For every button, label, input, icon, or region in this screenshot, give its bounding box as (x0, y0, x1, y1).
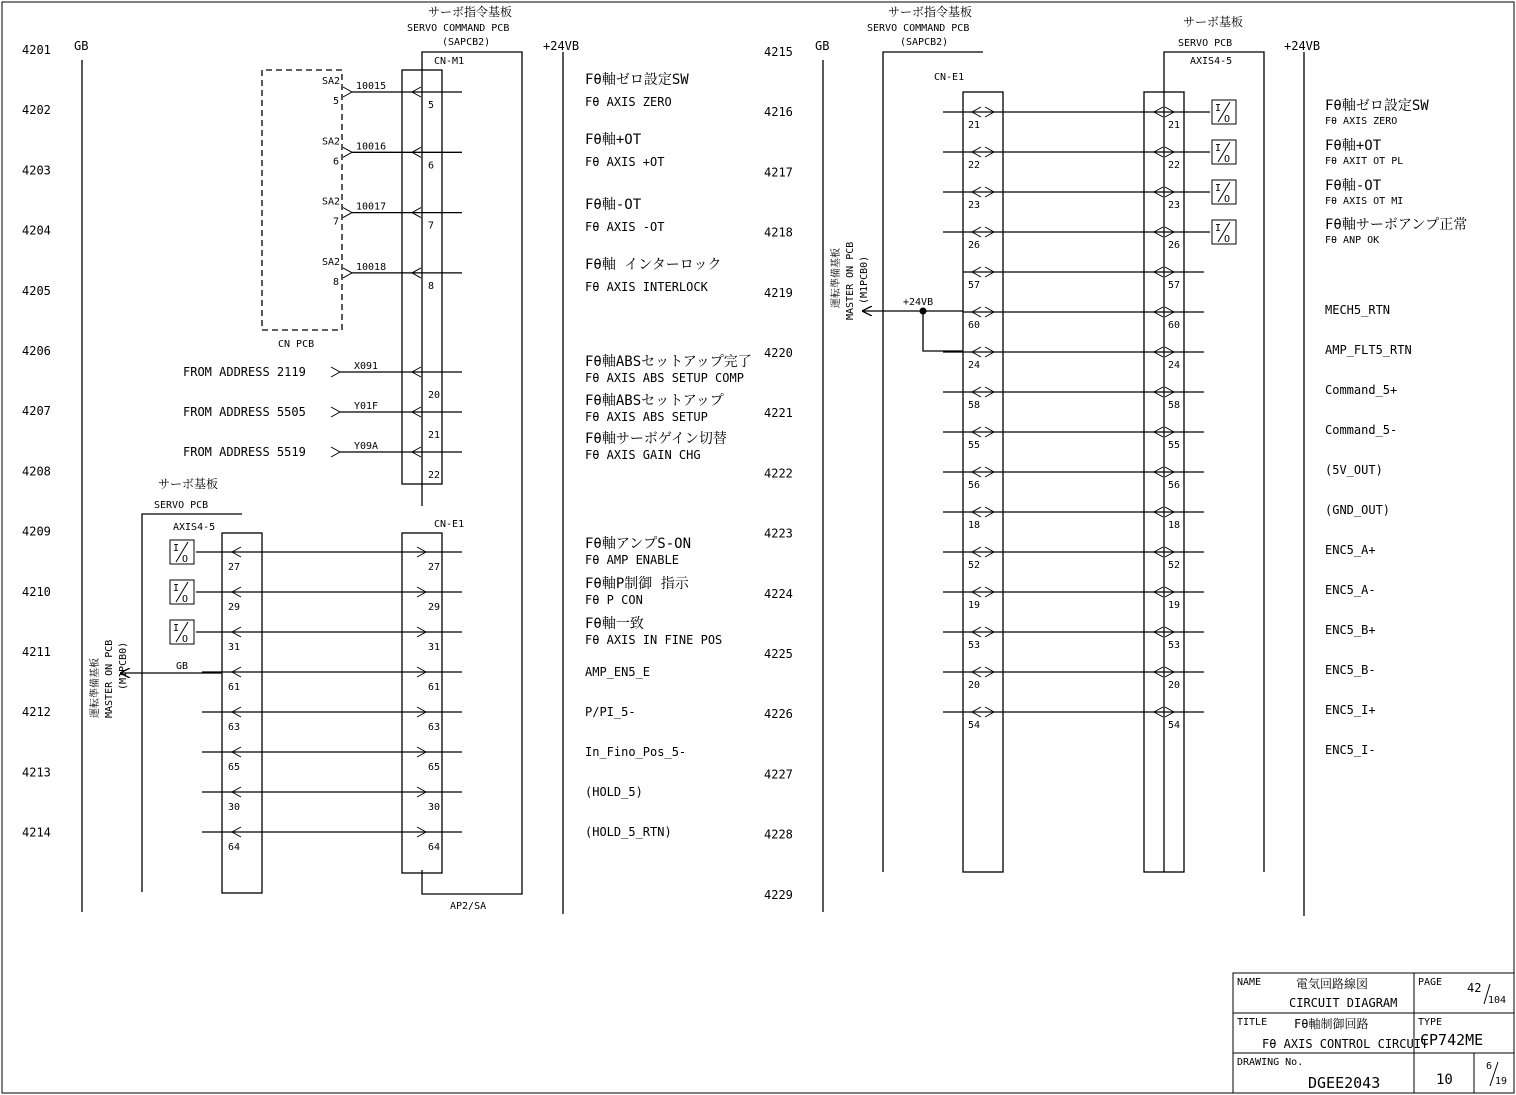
left-label-jp: Fθ軸 インターロック (585, 257, 722, 273)
left-label-en: Fθ AMP ENABLE (585, 553, 679, 567)
sa-address: 10016 (356, 141, 387, 153)
sa-pin: 7 (333, 216, 340, 228)
right-signal-label: (GND_OUT) (1325, 503, 1391, 517)
sa-label: SA2 (322, 136, 341, 148)
name-en: CIRCUIT DIAGRAM (1289, 996, 1398, 1010)
right-rung-number: 4220 (764, 346, 793, 360)
left-rung-number: 4205 (22, 283, 51, 298)
right-servo-pin: 19 (1168, 600, 1181, 611)
right-signal-label: ENC5_I- (1325, 743, 1376, 757)
right-servo-pin: 26 (1168, 240, 1181, 251)
right-io-label-en: Fθ AXIS ZERO (1325, 116, 1398, 127)
right-cn-pin: 56 (968, 480, 981, 491)
left-io-symbol-i: I (173, 583, 180, 594)
sa-address: 10017 (356, 201, 387, 213)
right-cn-pin: 52 (968, 560, 981, 571)
right-signal-label: (5V_OUT) (1325, 463, 1383, 477)
right-cn-pin: 21 (968, 120, 981, 131)
servo-pin: 31 (228, 642, 241, 653)
cn-m1-pin: 7 (428, 220, 435, 232)
left-io-symbol-o: O (182, 554, 189, 565)
sa-chevron (343, 208, 352, 218)
right-master-tie-wire (923, 311, 963, 351)
revision: 10 (1436, 1072, 1453, 1088)
right-signal-label: ENC5_I+ (1325, 703, 1376, 717)
right-cn-pin: 57 (968, 280, 981, 291)
right-rung-number: 4215 (764, 45, 793, 59)
right-servo-pin: 60 (1168, 320, 1181, 331)
left-rung-number: 4213 (22, 765, 51, 780)
type-key: TYPE (1418, 1017, 1443, 1028)
left-label-en: Fθ AXIS -OT (585, 220, 665, 234)
servo-pin: 63 (228, 722, 241, 733)
cn-m1-pin: 21 (428, 430, 441, 441)
sheet-total: 19 (1495, 1076, 1508, 1087)
left-gb-label: GB (74, 39, 89, 53)
left-cmd-pcb-jp: サーボ指令基板 (428, 5, 513, 19)
right-io-label-jp: Fθ軸サーボアンプ正常 (1325, 217, 1468, 233)
right-servo-pin: 21 (1168, 120, 1181, 131)
sa-chevron (343, 147, 352, 157)
right-io-symbol-o: O (1224, 194, 1231, 205)
left-label-en: Fθ AXIS INTERLOCK (585, 280, 708, 294)
right-cmd-pcb-box (883, 52, 983, 872)
from-address-label: FROM ADDRESS 2119 (183, 365, 306, 379)
right-signal-label: ENC5_B+ (1325, 623, 1376, 637)
left-label-jp: Fθ軸一致 (585, 616, 644, 632)
left-signal-label: AMP_EN5_E (585, 665, 651, 679)
right-cn-pin: 54 (968, 720, 981, 731)
left-io-symbol-i: I (173, 623, 180, 634)
left-io-symbol-o: O (182, 634, 189, 645)
right-signal-label: Command_5+ (1325, 383, 1398, 397)
right-cn-pin: 55 (968, 440, 981, 451)
right-cn-pin: 26 (968, 240, 981, 251)
left-signal-label: In_Fino_Pos_5- (585, 745, 687, 759)
left-rung-number: 4203 (22, 163, 51, 178)
right-servo-pin: 20 (1168, 680, 1181, 691)
right-io-symbol-o: O (1224, 154, 1231, 165)
sa-label: SA2 (322, 196, 341, 208)
right-servo-axis: AXIS4-5 (1190, 56, 1233, 67)
right-servo-pin: 55 (1168, 440, 1181, 451)
right-io-label-en: Fθ AXIT OT PL (1325, 156, 1404, 167)
left-label-en: Fθ AXIS IN FINE POS (585, 633, 723, 647)
left-rung-number: 4212 (22, 705, 51, 720)
e1-pin: 27 (428, 562, 441, 573)
left-cmd-pcb-code: (SAPCB2) (442, 37, 491, 48)
e1-pin: 61 (428, 682, 441, 693)
right-io-label-jp: Fθ軸+OT (1325, 138, 1382, 154)
title-en: Fθ AXIS CONTROL CIRCUIT (1262, 1037, 1429, 1051)
right-servo-pin: 56 (1168, 480, 1181, 491)
left-cn-m1: CN-M1 (434, 56, 465, 67)
type-value: CP742ME (1420, 1031, 1484, 1049)
right-io-symbol-o: O (1224, 114, 1231, 125)
left-label-en: Fθ AXIS ABS SETUP (585, 410, 708, 424)
left-rung-number: 4211 (22, 645, 51, 659)
cn-pcb-label: CN PCB (278, 339, 315, 350)
right-circuit (764, 4, 1467, 916)
servo-pin: 65 (228, 762, 241, 773)
left-io-symbol-i: I (173, 543, 180, 554)
servo-pin: 64 (228, 842, 241, 853)
right-servo-pin: 24 (1168, 360, 1181, 371)
left-rung-number: 4210 (22, 584, 51, 599)
e1-pin: 31 (428, 642, 441, 653)
right-io-symbol-i: I (1215, 143, 1222, 154)
right-cn-pin: 58 (968, 400, 981, 411)
page-total: 104 (1488, 995, 1507, 1006)
drawing-value: DGEE2043 (1308, 1074, 1381, 1092)
right-dynamic-wires (764, 45, 1467, 902)
e1-pin: 65 (428, 762, 441, 773)
left-label-jp: Fθ軸P制御 指示 (585, 576, 689, 592)
cn-m1-pin: 8 (428, 280, 435, 292)
name-key: NAME (1237, 977, 1262, 988)
cn-m1-pin: 5 (428, 100, 435, 111)
left-signal-label: P/PI_5- (585, 705, 636, 719)
right-servo-en: SERVO PCB (1178, 38, 1233, 49)
right-rung-number: 4218 (764, 225, 793, 240)
right-rung-number: 4221 (764, 406, 793, 421)
sa-pin: 5 (333, 96, 340, 107)
right-rung-number: 4216 (764, 105, 793, 120)
left-cmd-pcb-en: SERVO COMMAND PCB (407, 23, 510, 34)
left-servo-box (142, 514, 242, 892)
right-cn-pin: 53 (968, 640, 981, 651)
right-io-label-en: Fθ ANP OK (1325, 235, 1380, 246)
right-io-label-jp: Fθ軸-OT (1325, 178, 1382, 194)
left-dynamic-wires (22, 43, 752, 853)
sa-address: 10018 (356, 261, 387, 273)
right-rung-number: 4224 (764, 586, 793, 601)
left-signal-label: (HOLD_5) (585, 785, 643, 799)
right-signal-label: MECH5_RTN (1325, 303, 1391, 317)
left-master-gb-label: GB (176, 661, 189, 672)
drawing-key: DRAWING No. (1237, 1057, 1304, 1068)
from-chevron (331, 367, 340, 377)
left-label-en: Fθ AXIS ZERO (585, 95, 672, 109)
cn-m1-pin: 6 (428, 160, 435, 172)
left-master-code: (M1PCB0) (118, 641, 129, 690)
from-address-label: FROM ADDRESS 5519 (183, 445, 306, 459)
right-rung-number: 4222 (764, 466, 793, 481)
left-24vb-label: +24VB (543, 39, 580, 53)
right-rung-number: 4227 (764, 767, 793, 782)
left-circuit (22, 4, 752, 914)
left-rung-number: 4207 (22, 404, 51, 419)
left-servo-connector (222, 533, 262, 893)
from-signal: X091 (354, 361, 379, 372)
sa-label: SA2 (322, 76, 341, 87)
right-signal-label: ENC5_A- (1325, 583, 1376, 597)
cn-m1-pin: 22 (428, 470, 441, 481)
right-io-symbol-o: O (1224, 234, 1231, 245)
left-master-en: MASTER ON PCB (104, 639, 115, 718)
from-chevron (331, 407, 340, 417)
right-io-label-jp: Fθ軸ゼロ設定SW (1325, 98, 1429, 114)
left-servo-axis: AXIS4-5 (173, 522, 216, 533)
left-servo-jp: サーボ基板 (158, 477, 219, 491)
right-io-symbol-i: I (1215, 183, 1222, 194)
left-cmd-pcb-footer: AP2/SA (450, 901, 487, 912)
right-servo-pin: 52 (1168, 560, 1181, 571)
left-label-jp: Fθ軸ABSセットアップ完了 (585, 354, 752, 370)
right-servo-pin: 18 (1168, 520, 1181, 531)
right-servo-pin: 22 (1168, 160, 1181, 171)
from-address-label: FROM ADDRESS 5505 (183, 405, 306, 419)
right-io-symbol-i: I (1215, 223, 1222, 234)
right-24vb-label: +24VB (1284, 39, 1321, 53)
left-cn-e1-box (402, 533, 442, 873)
right-cn-e1: CN-E1 (934, 72, 965, 83)
title-block (1233, 973, 1514, 1093)
right-cmd-pcb-code: (SAPCB2) (900, 37, 949, 48)
e1-pin: 30 (428, 802, 441, 813)
right-servo-jp: サーボ基板 (1183, 15, 1244, 29)
left-label-en: Fθ AXIS +OT (585, 155, 665, 169)
right-gb-label: GB (815, 39, 830, 53)
left-label-en: Fθ P CON (585, 593, 643, 607)
left-label-en: Fθ AXIS ABS SETUP COMP (585, 371, 744, 385)
cn-m1-pin: 20 (428, 390, 441, 401)
right-cmd-pcb-en: SERVO COMMAND PCB (867, 23, 970, 34)
left-cn-e1: CN-E1 (434, 519, 465, 530)
left-rung-number: 4201 (22, 43, 51, 57)
title-key: TITLE (1237, 1017, 1268, 1028)
right-master-24vb-label: +24VB (903, 297, 934, 308)
right-servo-pin: 23 (1168, 200, 1181, 211)
sa-pin: 8 (333, 276, 340, 288)
sa-address: 10015 (356, 81, 387, 92)
servo-pin: 30 (228, 802, 241, 813)
e1-pin: 63 (428, 722, 441, 733)
name-jp: 電気回路線図 (1296, 977, 1369, 991)
right-io-label-en: Fθ AXIS OT MI (1325, 196, 1404, 207)
right-rung-number: 4229 (764, 887, 793, 902)
right-rung-number: 4217 (764, 165, 793, 180)
left-label-jp: Fθ軸アンプS-ON (585, 536, 692, 552)
right-servo-pin: 58 (1168, 400, 1181, 411)
left-label-jp: Fθ軸ABSセットアップ (585, 393, 724, 409)
page-key: PAGE (1418, 977, 1443, 988)
right-signal-label: Command_5- (1325, 423, 1398, 437)
left-rung-number: 4209 (22, 524, 51, 539)
from-signal: Y01F (354, 401, 379, 412)
right-signal-label: AMP_FLT5_RTN (1325, 343, 1412, 357)
e1-pin: 29 (428, 602, 441, 613)
right-cn-pin: 23 (968, 200, 981, 211)
left-rung-number: 4206 (22, 344, 51, 358)
right-cn-pin: 19 (968, 600, 981, 611)
left-rung-number: 4204 (22, 223, 51, 238)
left-io-symbol-o: O (182, 594, 189, 605)
right-signal-label: ENC5_A+ (1325, 543, 1376, 557)
sheet-num: 6 (1486, 1061, 1493, 1072)
right-rung-number: 4223 (764, 526, 793, 541)
left-label-jp: Fθ軸+OT (585, 132, 642, 148)
right-cn-pin: 60 (968, 320, 981, 331)
left-signal-label: (HOLD_5_RTN) (585, 825, 672, 839)
right-master-code: (M1PCB0) (859, 255, 870, 304)
right-cn-pin: 18 (968, 520, 981, 531)
servo-pin: 29 (228, 602, 241, 613)
left-rung-number: 4208 (22, 464, 51, 479)
left-rung-number: 4214 (22, 825, 51, 840)
right-servo-pin: 53 (1168, 640, 1181, 651)
right-rung-number: 4226 (764, 707, 793, 722)
right-rung-number: 4225 (764, 647, 793, 661)
right-cn-pin: 24 (968, 360, 981, 371)
right-master-en: MASTER ON PCB (845, 241, 856, 320)
right-rung-number: 4219 (764, 285, 793, 300)
left-label-jp: Fθ軸サーボゲイン切替 (585, 431, 727, 447)
left-label-jp: Fθ軸ゼロ設定SW (585, 72, 689, 88)
sheet-border (2, 2, 1514, 1093)
left-label-en: Fθ AXIS GAIN CHG (585, 448, 701, 462)
sa-label: SA2 (322, 256, 341, 268)
right-servo-pin: 54 (1168, 720, 1181, 731)
right-cn-pin: 22 (968, 160, 981, 171)
page-num: 42 (1467, 981, 1482, 995)
left-rung-number: 4202 (22, 103, 51, 118)
from-signal: Y09A (354, 441, 379, 452)
right-servo-pin: 57 (1168, 280, 1181, 291)
right-signal-label: ENC5_B- (1325, 663, 1376, 677)
right-servo-box (1164, 52, 1264, 872)
title-jp: Fθ軸制御回路 (1294, 1017, 1369, 1031)
sa-pin: 6 (333, 156, 340, 168)
sa-chevron (343, 268, 352, 278)
left-master-jp: 運転準備基板 (90, 658, 101, 718)
left-servo-en: SERVO PCB (154, 500, 209, 511)
right-master-jp: 運転準備基板 (831, 248, 842, 308)
left-label-jp: Fθ軸-OT (585, 197, 642, 213)
from-chevron (331, 447, 340, 457)
e1-pin: 64 (428, 842, 441, 853)
right-rung-number: 4228 (764, 827, 793, 842)
right-cmd-pcb-jp: サーボ指令基板 (888, 5, 973, 19)
sa-chevron (343, 87, 352, 97)
right-cn-pin: 20 (968, 680, 981, 691)
servo-pin: 27 (228, 562, 241, 573)
right-io-symbol-i: I (1215, 103, 1222, 114)
servo-pin: 61 (228, 682, 241, 693)
